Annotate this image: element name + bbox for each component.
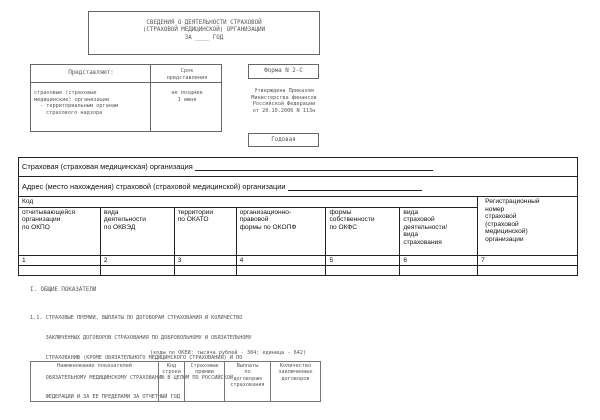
indicator-name-header: Наименование показателей — [31, 362, 159, 402]
insurance-type-cell[interactable] — [400, 266, 478, 276]
column-number: 5 — [326, 255, 400, 266]
okpo-cell[interactable] — [19, 266, 101, 276]
registration-number-cell[interactable] — [478, 266, 578, 276]
period-label: Годовая — [271, 137, 296, 143]
column-number: 4 — [236, 255, 326, 266]
section-title: I. ОБЩИЕ ПОКАЗАТЕЛИ — [30, 287, 97, 293]
organization-row[interactable] — [19, 158, 578, 177]
column-numbers-row — [19, 255, 578, 266]
codes-input-row[interactable] — [19, 266, 578, 276]
presenters-body: страховые (страховые медицинские) организации - территориальным органам страхового надзора — [34, 90, 119, 116]
approval-text: Утверждена Приказом Министерства финансов Российской Федерации от 20.10.2006 N 113н — [251, 88, 317, 114]
premiums-header: Страховые премии — [185, 362, 225, 402]
form-number-box — [248, 64, 319, 79]
units-note: (коды по ОКЕИ: тысяча рублей - 384; единица - 642) — [150, 350, 307, 356]
organization-field[interactable] — [195, 163, 433, 171]
deadline-body: не позднее 1 июня — [171, 90, 203, 103]
contracts-count-header: Количество заключенных договоров — [271, 362, 321, 402]
report-title-line2: (СТРАХОВОЙ МЕДИЦИНСКОЙ) ОРГАНИЗАЦИИ — [142, 27, 266, 34]
presenters-header: Представляют: — [68, 70, 114, 76]
column-number: 7 — [478, 255, 578, 266]
okopf-cell[interactable] — [236, 266, 326, 276]
presenters-table — [30, 64, 222, 132]
code-label: Код — [19, 197, 478, 208]
column-number: 6 — [400, 255, 478, 266]
section-paragraph: 1.1. СТРАХОВЫЕ ПРЕМИИ, ВЫПЛАТЫ ПО ДОГОВОРАМ СТРАХОВАНИЯ И КОЛИЧЕСТВО ЗАКЛЮЧЕННЫХ ДОГОВОРОВ СТРАХОВАНИЯ ПО ДОБРОВОЛЬНОМУ И ОБЯЗАТЕЛЬНОМУ СТРАХОВАНИЮ (КРОМЕ ОБЯЗАТЕЛЬНОГО МЕДИЦИНСКОГО СТРАХОВАНИЯ) И ПО ОБЯЗАТЕЛЬНОМУ МЕДИЦИНСКОМУ СТРАХОВАНИЮ В ЦЕЛОМ ПО РОССИЙСКОЙ ФЕДЕРАЦИИ И ЗА ЕЕ ПРЕДЕЛАМИ ЗА ОТЧЕТНЫЙ ГОД — [30, 315, 252, 401]
watermark — [0, 56, 4, 120]
address-field[interactable] — [288, 183, 422, 191]
okved-header: вида деятельности по ОКВЭД — [100, 207, 174, 255]
okato-header: территории по ОКАТО — [174, 207, 236, 255]
report-year-line: ЗА ____ ГОД — [184, 34, 224, 41]
okfs-header: формы собственности по ОКФС — [326, 207, 400, 255]
organization-codes-table — [18, 157, 578, 276]
insurance-type-header: вида страховой деятельности/ вида страхования — [400, 207, 478, 255]
okopf-header: организационно- правовой формы по ОКОПФ — [236, 207, 326, 255]
report-title-box — [88, 11, 320, 55]
payouts-header: Выплаты по договорам страхования — [225, 362, 271, 402]
organization-label: Страховая (страховая медицинская) организация — [22, 162, 193, 171]
okved-cell[interactable] — [100, 266, 174, 276]
row-code-header: Код строки — [159, 362, 185, 402]
deadline-header: Срок представления — [166, 68, 208, 81]
form-number: Форма N 2-С — [264, 68, 303, 74]
watermark-text — [0, 56, 1, 120]
address-label: Адрес (место нахождения) страховой (страховой медицинской) организации — [22, 182, 286, 191]
okfs-cell[interactable] — [326, 266, 400, 276]
period-box — [248, 133, 319, 147]
okato-cell[interactable] — [174, 266, 236, 276]
report-title-line1: СВЕДЕНИЯ О ДЕЯТЕЛЬНОСТИ СТРАХОВОЙ — [146, 20, 262, 26]
column-number: 2 — [100, 255, 174, 266]
column-number: 3 — [174, 255, 236, 266]
address-row[interactable] — [19, 177, 578, 197]
registration-number-header: Регистрационный номер страховой (страховой медицинской) организации — [478, 197, 578, 256]
okpo-header: отчитывающейся организации по ОКПО — [19, 207, 101, 255]
column-number: 1 — [19, 255, 101, 266]
indicators-table — [30, 361, 321, 402]
